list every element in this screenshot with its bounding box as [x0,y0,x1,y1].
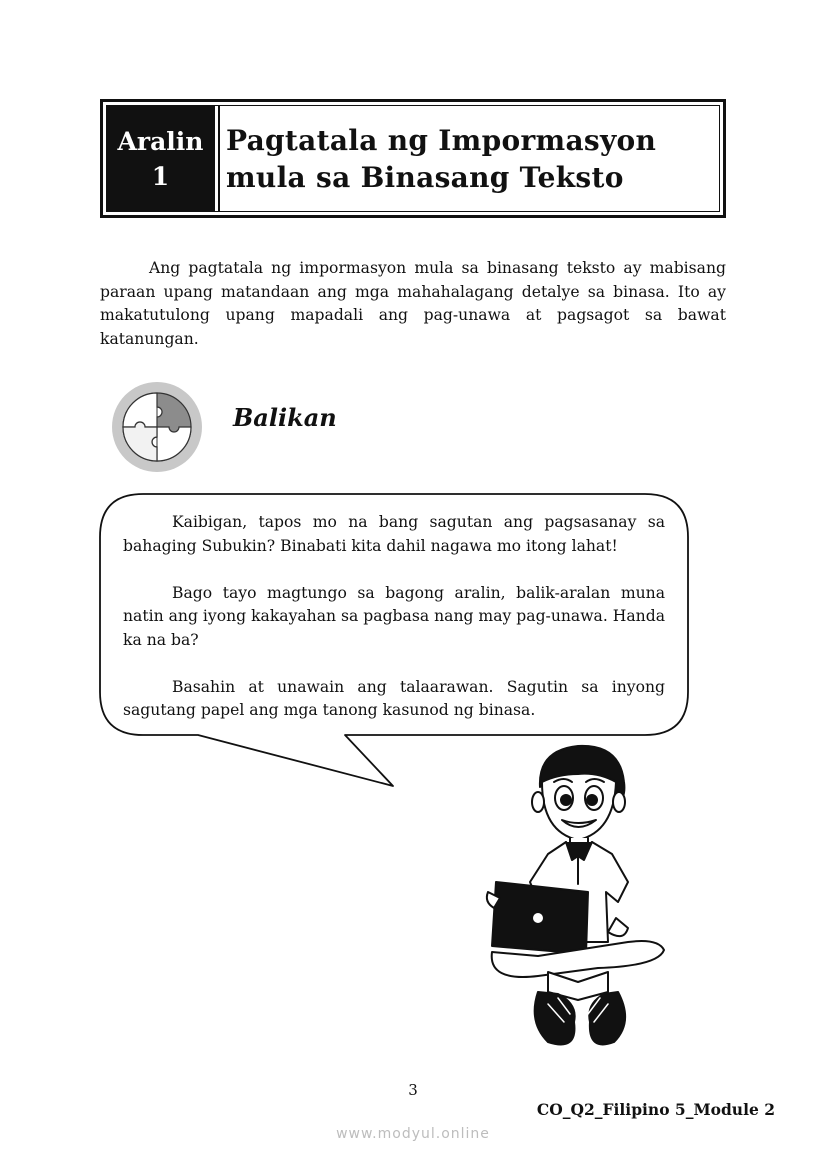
bubble-paragraph: Kaibigan, tapos mo na bang sagutan ang pagsasanay sa bahaging Subukin? Binabati kita dahil nagawa mo itong lahat! [123,513,665,555]
watermark: www.modyul.online [336,1126,490,1142]
module-code: CO_Q2_Filipino 5_Module 2 [536,1100,775,1119]
page-number: 3 [408,1081,418,1099]
bubble-paragraph: Basahin at unawain ang talaarawan. Sagutin sa inyong sagutang papel ang mga tanong kasunod ng binasa. [123,677,665,719]
intro-paragraph: Ang pagtatala ng impormasyon mula sa binasang teksto ay mabisang paraan upang matandaan ang mga mahahalagang detalye sa binasa. Ito ay makatutulong upang mapadali ang pag-unawa at pagsagot sa bawat katanungan. [100,259,726,348]
lesson-title [220,106,719,211]
puzzle-icon [111,381,203,473]
bubble-paragraph: Bago tayo magtungo sa bagong aralin, balik-aralan muna natin ang iyong kakayahan sa pagbasa nang may pag-unawa. Handa ka na ba? [123,583,665,649]
lesson-title-line1: Pagtatala ng Impormasyon [226,123,657,157]
speech-bubble-text [123,511,665,723]
section-title: Balikan [233,403,337,432]
lesson-title-line2: mula sa Binasang Teksto [226,160,624,194]
lesson-header [100,99,726,218]
boy-with-laptop-illustration [478,742,678,1077]
lesson-label: Aralin [117,126,204,156]
lesson-number: 1 [151,161,170,191]
lesson-number-block [107,106,214,211]
